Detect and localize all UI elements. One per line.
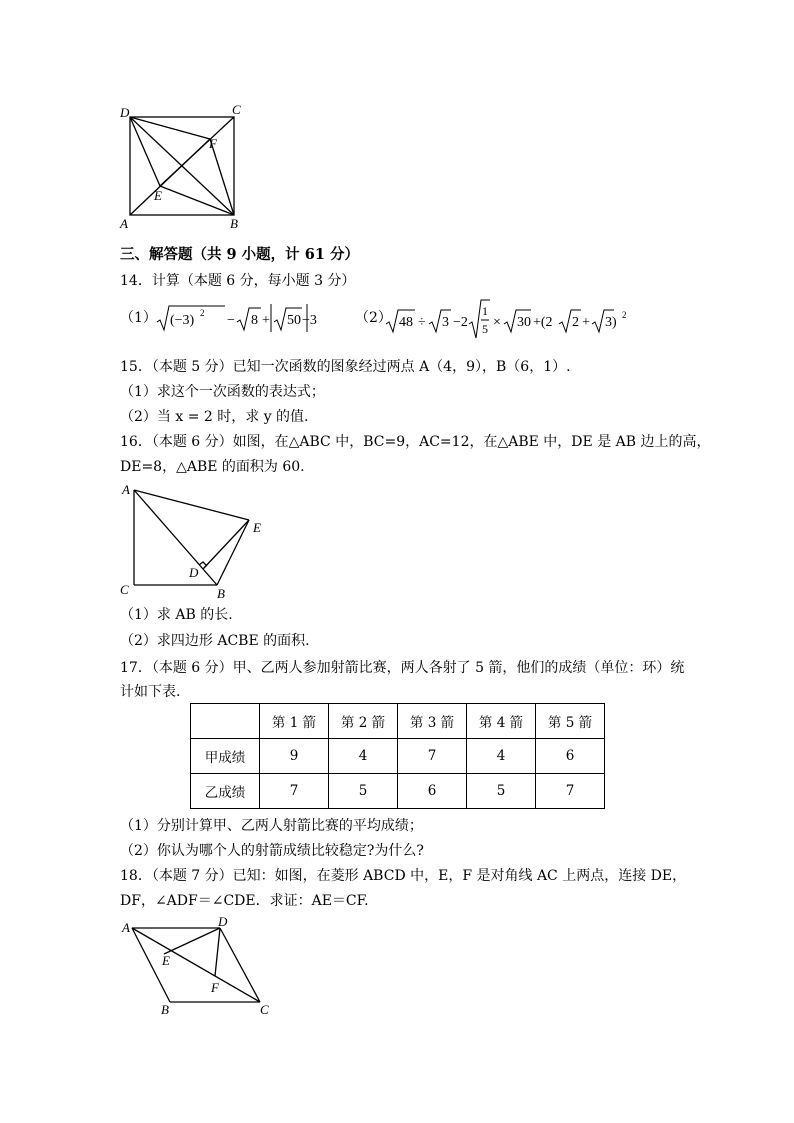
table-cell: 7 bbox=[398, 739, 467, 774]
q14-stem: 14．计算（本题 6 分，每小题 3 分） bbox=[120, 273, 356, 289]
q15-part2: （2）当 x = 2 时，求 y 的值. bbox=[120, 409, 309, 425]
table-cell: 5 bbox=[329, 774, 398, 809]
table-header-cell: 第 3 箭 bbox=[398, 704, 467, 739]
figure-q16-triangle bbox=[115, 478, 275, 603]
q16-stem-line1: 16．（本题 6 分）如图，在△ABC 中，BC=9，AC=12，在△ABE 中，DE 是 AB 边上的高， bbox=[120, 434, 711, 450]
q16-part1: （1）求 AB 的长. bbox=[120, 607, 233, 623]
svg-text:+(2: +(2 bbox=[533, 315, 553, 330]
q18-stem-line2: DF，∠ADF＝∠CDE．求证：AE＝CF. bbox=[120, 893, 369, 909]
svg-text:8: 8 bbox=[251, 313, 258, 328]
label-B: B bbox=[217, 586, 225, 601]
svg-text:−2: −2 bbox=[453, 315, 468, 330]
svg-text:+: + bbox=[582, 315, 590, 330]
svg-text:−3: −3 bbox=[302, 313, 317, 328]
label-B: B bbox=[161, 1002, 169, 1017]
q15-part1: （1）求这个一次函数的表达式； bbox=[120, 384, 325, 400]
table-header-cell: 第 2 箭 bbox=[329, 704, 398, 739]
svg-text:2: 2 bbox=[622, 310, 627, 320]
label-A: A bbox=[122, 482, 130, 497]
svg-text:−: − bbox=[227, 313, 235, 328]
q14-part2-label: （2） bbox=[355, 310, 392, 326]
table-row bbox=[191, 739, 605, 774]
label-E: E bbox=[162, 953, 170, 968]
table-header-cell bbox=[191, 704, 260, 739]
svg-text:5: 5 bbox=[482, 322, 488, 336]
label-C: C bbox=[260, 1002, 269, 1017]
label-C: C bbox=[232, 102, 241, 117]
q14-expression-1 bbox=[155, 300, 315, 336]
q17-part1: （1）分别计算甲、乙两人射箭比赛的平均成绩； bbox=[120, 818, 423, 834]
q15-stem: 15．（本题 5 分）已知一次函数的图象经过两点 A（4，9），B（6，1）. bbox=[120, 359, 571, 375]
svg-text:2: 2 bbox=[572, 315, 579, 330]
svg-text:50: 50 bbox=[287, 313, 301, 328]
table-row bbox=[191, 774, 605, 809]
svg-text:(−3): (−3) bbox=[170, 313, 195, 328]
svg-text:48: 48 bbox=[399, 315, 413, 330]
table-header-cell: 第 5 箭 bbox=[536, 704, 605, 739]
label-F: F bbox=[209, 136, 217, 151]
label-D: D bbox=[218, 914, 228, 929]
table-header-cell: 第 4 箭 bbox=[467, 704, 536, 739]
figure-rhombus-abcd bbox=[115, 912, 285, 1017]
q14-expression-2 bbox=[384, 296, 634, 340]
q17-part2: （2）你认为哪个人的射箭成绩比较稳定?为什么? bbox=[120, 843, 424, 859]
svg-text:1: 1 bbox=[482, 304, 488, 318]
table-cell: 6 bbox=[398, 774, 467, 809]
label-D: D bbox=[189, 565, 199, 580]
table-cell: 乙成绩 bbox=[191, 774, 260, 809]
q17-stem-line2: 计如下表. bbox=[120, 684, 181, 700]
q16-stem-line2: DE=8，△ABE 的面积为 60. bbox=[120, 459, 305, 475]
label-B: B bbox=[230, 216, 238, 231]
table-header-row bbox=[191, 704, 605, 739]
q18-stem-line1: 18．（本题 7 分）已知：如图，在菱形 ABCD 中，E，F 是对角线 AC 上两点，连接 DE， bbox=[120, 868, 687, 884]
label-C: C bbox=[120, 582, 129, 597]
svg-text:3: 3 bbox=[442, 315, 449, 330]
table-cell: 7 bbox=[536, 774, 605, 809]
svg-text:×: × bbox=[493, 315, 501, 330]
label-D: D bbox=[120, 105, 130, 120]
table-cell: 5 bbox=[467, 774, 536, 809]
table-cell: 甲成绩 bbox=[191, 739, 260, 774]
table-cell: 6 bbox=[536, 739, 605, 774]
label-A: A bbox=[122, 920, 130, 935]
svg-text:+: + bbox=[262, 313, 270, 328]
svg-text:3): 3) bbox=[605, 315, 617, 330]
svg-text:30: 30 bbox=[517, 315, 531, 330]
q16-part2: （2）求四边形 ACBE 的面积. bbox=[120, 633, 310, 649]
section-title: 三、解答题（共 9 小题，计 61 分） bbox=[120, 246, 359, 263]
table-header-cell: 第 1 箭 bbox=[260, 704, 329, 739]
table-cell: 7 bbox=[260, 774, 329, 809]
figure-square-abcd bbox=[110, 100, 250, 235]
score-table bbox=[190, 703, 605, 809]
svg-text:÷: ÷ bbox=[418, 315, 426, 330]
label-E: E bbox=[154, 188, 162, 203]
q14-part1-label: （1） bbox=[120, 310, 157, 326]
svg-text:2: 2 bbox=[200, 308, 205, 318]
q14-part1 bbox=[120, 307, 157, 327]
table-cell: 4 bbox=[329, 739, 398, 774]
label-A: A bbox=[120, 216, 128, 231]
label-E: E bbox=[253, 520, 261, 535]
label-F: F bbox=[211, 980, 219, 995]
table-cell: 9 bbox=[260, 739, 329, 774]
table-cell: 4 bbox=[467, 739, 536, 774]
q17-stem-line1: 17．（本题 6 分）甲、乙两人参加射箭比赛，两人各射了 5 箭，他们的成绩（单位：环）统 bbox=[120, 660, 685, 676]
